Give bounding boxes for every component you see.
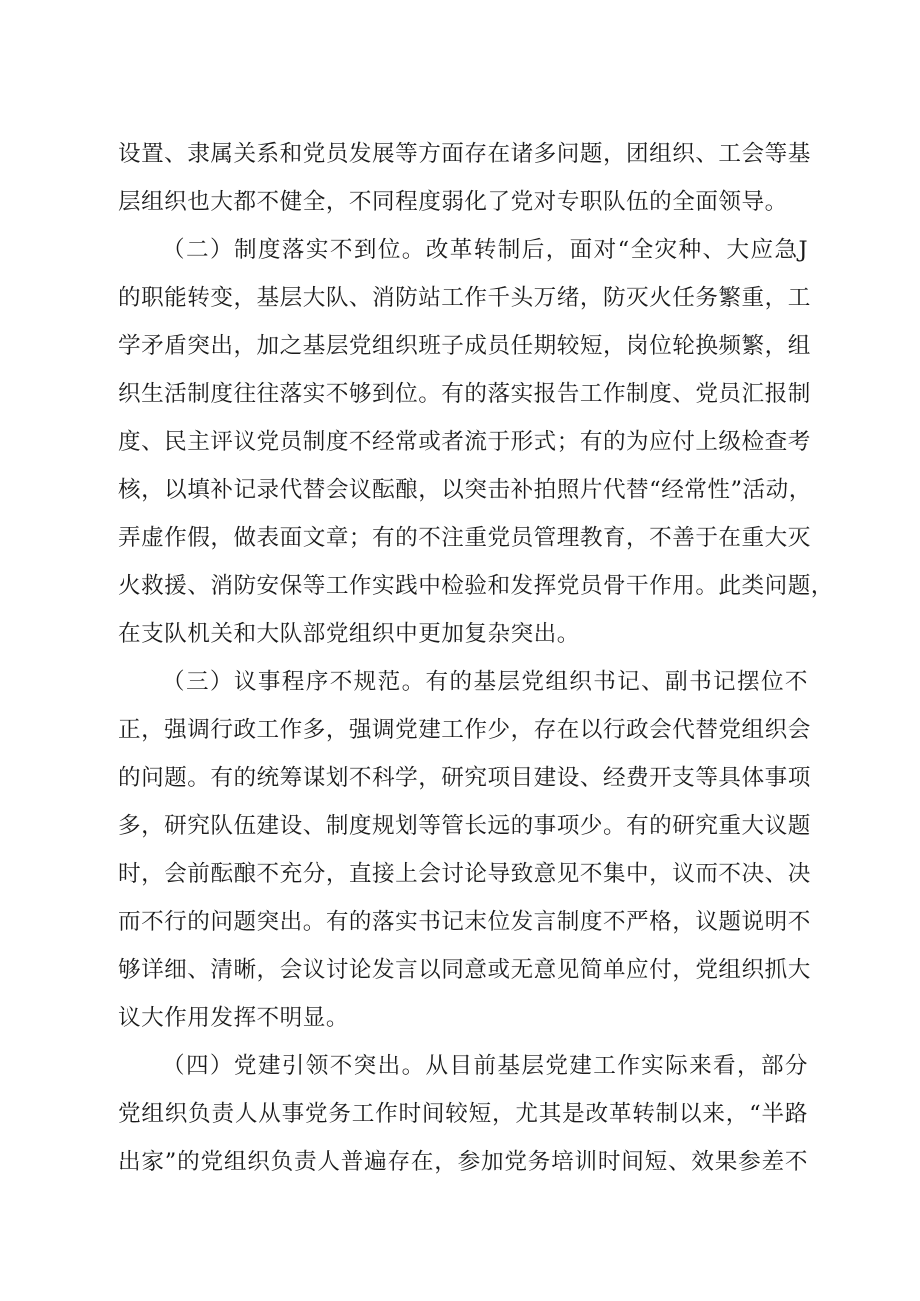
text-line: 设置、隶属关系和党员发展等方面存在诸多问题，团组织、工会等基 bbox=[118, 141, 811, 167]
text-line: 出家”的党组织负责人普遍存在，参加党务培训时间短、效果参差不 bbox=[118, 1149, 808, 1175]
paragraph-3 bbox=[118, 658, 811, 1042]
text-line: 正，强调行政工作多，强调党建工作少，存在以行政会代替党组织会 bbox=[118, 717, 811, 743]
text-line: 层组织也大都不健全，不同程度弱化了党对专职队伍的全面领导。 bbox=[118, 189, 788, 215]
paragraph-1 bbox=[118, 130, 811, 226]
text-line: 的问题。有的统筹谋划不科学，研究项目建设、经费开支等具体事项 bbox=[118, 765, 811, 791]
text-line: 多，研究队伍建设、制度规划等管长远的事项少。有的研究重大议题 bbox=[118, 813, 811, 839]
text-line: （三）议事程序不规范。有的基层党组织书记、副书记摆位不 bbox=[162, 669, 808, 695]
text-line: 在支队机关和大队部党组织中更加复杂突出。 bbox=[118, 621, 580, 647]
text-line: 时，会前酝酿不充分，直接上会讨论导致意见不集中，议而不决、决 bbox=[118, 861, 811, 887]
text-line: 度、民主评议党员制度不经常或者流于形式；有的为应付上级检查考 bbox=[118, 429, 811, 455]
text-line: 党组织负责人从事党务工作时间较短，尤其是改革转制以来，“半路 bbox=[118, 1101, 808, 1127]
text-line: 火救援、消防安保等工作实践中检验和发挥党员骨干作用。此类问题， bbox=[118, 573, 834, 599]
paragraph-2 bbox=[118, 226, 834, 658]
text-line: 的职能转变，基层大队、消防站工作千头万绪，防灭火任务繁重，工 bbox=[118, 285, 811, 311]
text-line: 学矛盾突出，加之基层党组织班子成员任期较短，岗位轮换频繁，组 bbox=[118, 333, 811, 359]
text-line: 够详细、清晰，会议讨论发言以同意或无意见简单应付，党组织抓大 bbox=[118, 957, 811, 983]
paragraph-4 bbox=[118, 1042, 808, 1186]
document-page bbox=[118, 130, 834, 1186]
text-line: 核，以填补记录代替会议酝酿，以突击补拍照片代替“经常性”活动， bbox=[118, 477, 812, 503]
text-line: （四）党建引领不突出。从目前基层党建工作实际来看，部分 bbox=[162, 1053, 808, 1079]
text-line: 弄虚作假，做表面文章；有的不注重党员管理教育，不善于在重大灭 bbox=[118, 525, 811, 551]
text-line: 而不行的问题突出。有的落实书记末位发言制度不严格，议题说明不 bbox=[118, 909, 811, 935]
text-line: 织生活制度往往落实不够到位。有的落实报告工作制度、党员汇报制 bbox=[118, 381, 811, 407]
text-line: 议大作用发挥不明显。 bbox=[118, 1005, 349, 1031]
text-line: （二）制度落实不到位。改革转制后，面对“全灾种、大应急J bbox=[162, 237, 808, 263]
